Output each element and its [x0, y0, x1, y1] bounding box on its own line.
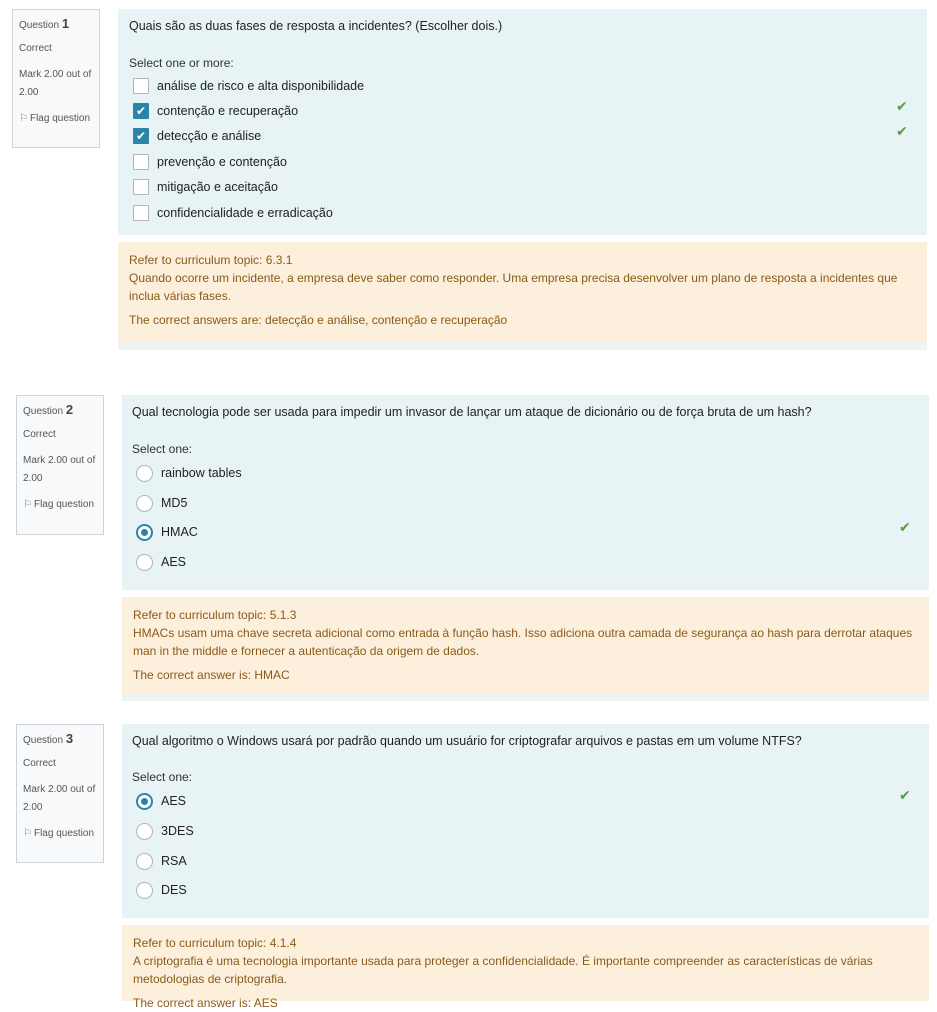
answer-label: detecção e análise: [157, 129, 262, 143]
question-text: Quais são as duas fases de resposta a incidentes? (Escolher dois.): [129, 19, 503, 33]
feedback-panel-2: [122, 597, 929, 693]
flag-question-link[interactable]: ⚐ Flag question: [23, 499, 95, 510]
answer-label: prevenção e contenção: [157, 155, 287, 169]
curriculum-topic: Refer to curriculum topic: 5.1.3: [133, 608, 297, 622]
question-mark: Mark 2.00 out of 2.00: [23, 455, 96, 484]
question-number: Question 1: [19, 16, 70, 31]
feedback-bottom-bar: [122, 693, 929, 701]
flag-question-link[interactable]: ⚐ Flag question: [23, 828, 95, 839]
checkbox[interactable]: [133, 154, 149, 170]
answer-option[interactable]: [133, 203, 333, 223]
radio-button[interactable]: [136, 882, 153, 899]
answer-option[interactable]: [136, 493, 187, 513]
radio-button[interactable]: [136, 823, 153, 840]
checkbox[interactable]: [133, 205, 149, 221]
answer-label: confidencialidade e erradicação: [157, 206, 333, 220]
check-icon: ✔: [899, 519, 911, 535]
checkbox[interactable]: [133, 78, 149, 94]
checkbox[interactable]: [133, 179, 149, 195]
question-content-1: [118, 9, 927, 235]
check-icon: ✔: [896, 98, 908, 114]
checkbox[interactable]: [133, 103, 149, 119]
feedback-panel-1: [118, 242, 927, 342]
feedback-text: Quando ocorre um incidente, a empresa deve saber como responder. Uma empresa precisa desenvolver um plano de resposta a incidentes que inclua várias fases.: [129, 271, 898, 303]
answer-label: contenção e recuperação: [157, 104, 299, 118]
answer-label: 3DES: [161, 824, 194, 838]
question-text: Qual algoritmo o Windows usará por padrão quando um usuário for criptografar arquivos e pastas em um volume NTFS?: [132, 734, 802, 748]
radio-button[interactable]: [136, 524, 153, 541]
answer-option[interactable]: [136, 821, 194, 841]
answer-label: AES: [161, 794, 187, 808]
checkmark-icon: ✔: [135, 129, 147, 143]
answer-prompt: Select one:: [132, 770, 193, 784]
check-icon: ✔: [896, 123, 908, 139]
feedback-bottom-bar: [118, 342, 927, 350]
answer-label: DES: [161, 883, 187, 897]
correct-answer: The correct answers are: detecção e análise, contenção e recuperação: [129, 313, 508, 327]
question-number: Question 3: [23, 731, 74, 746]
answer-option[interactable]: [136, 463, 242, 483]
check-icon: ✔: [899, 787, 911, 803]
question-mark: Mark 2.00 out of 2.00: [23, 784, 96, 813]
answer-prompt: Select one:: [132, 442, 193, 456]
question-state: Correct: [23, 758, 56, 769]
feedback-text: A criptografia é uma tecnologia importante usada para proteger a confidencialidade. É importante compreender as características de várias metodologias de criptografia.: [133, 954, 873, 986]
radio-button[interactable]: [136, 853, 153, 870]
answer-option[interactable]: [133, 177, 278, 197]
answer-label: HMAC: [161, 525, 198, 539]
answer-label: RSA: [161, 854, 187, 868]
radio-dot: [141, 798, 148, 805]
correct-answer: The correct answer is: AES: [133, 996, 278, 1010]
question-state: Correct: [19, 43, 52, 54]
answer-option[interactable]: [136, 552, 186, 572]
curriculum-topic: Refer to curriculum topic: 6.3.1: [129, 253, 293, 267]
answer-option[interactable]: [136, 880, 187, 900]
answer-option[interactable]: [133, 76, 364, 96]
flag-icon: ⚐: [23, 499, 32, 510]
flag-question-link[interactable]: ⚐ Flag question: [19, 113, 91, 124]
feedback-panel-3: [122, 925, 929, 1010]
question-state: Correct: [23, 429, 56, 440]
correct-answer: The correct answer is: HMAC: [133, 668, 290, 682]
answer-option[interactable]: [136, 791, 186, 811]
answer-option[interactable]: [133, 101, 298, 121]
answer-label: AES: [161, 555, 187, 569]
answer-option[interactable]: [133, 152, 287, 172]
answer-label: rainbow tables: [161, 466, 242, 480]
question-info-2: [16, 395, 104, 535]
answer-option[interactable]: [136, 851, 187, 871]
checkbox[interactable]: [133, 128, 149, 144]
curriculum-topic: Refer to curriculum topic: 4.1.4: [133, 936, 297, 950]
radio-button[interactable]: [136, 465, 153, 482]
question-info-1: [12, 9, 100, 148]
question-content-3: [122, 724, 929, 918]
radio-button[interactable]: [136, 495, 153, 512]
answer-label: análise de risco e alta disponibilidade: [157, 79, 365, 93]
question-info-3: [16, 724, 104, 863]
radio-dot: [141, 529, 148, 536]
answer-prompt: Select one or more:: [129, 56, 234, 70]
answer-option[interactable]: [133, 126, 261, 146]
radio-button[interactable]: [136, 793, 153, 810]
question-content-2: [122, 395, 929, 590]
answer-label: mitigação e aceitação: [157, 180, 278, 194]
feedback-text: HMACs usam uma chave secreta adicional como entrada à função hash. Isso adiciona outra camada de segurança ao hash para derrotar ataques man in the middle e fornecer a autenticação da origem de dados.: [133, 626, 913, 658]
answer-option[interactable]: [136, 522, 198, 542]
checkmark-icon: ✔: [135, 104, 147, 118]
question-mark: Mark 2.00 out of 2.00: [19, 69, 92, 98]
answer-label: MD5: [161, 496, 188, 510]
question-number: Question 2: [23, 402, 74, 417]
flag-icon: ⚐: [19, 113, 28, 124]
flag-icon: ⚐: [23, 828, 32, 839]
radio-button[interactable]: [136, 554, 153, 571]
question-text: Qual tecnologia pode ser usada para impedir um invasor de lançar um ataque de dicionário ou de força bruta de um hash?: [132, 405, 812, 419]
